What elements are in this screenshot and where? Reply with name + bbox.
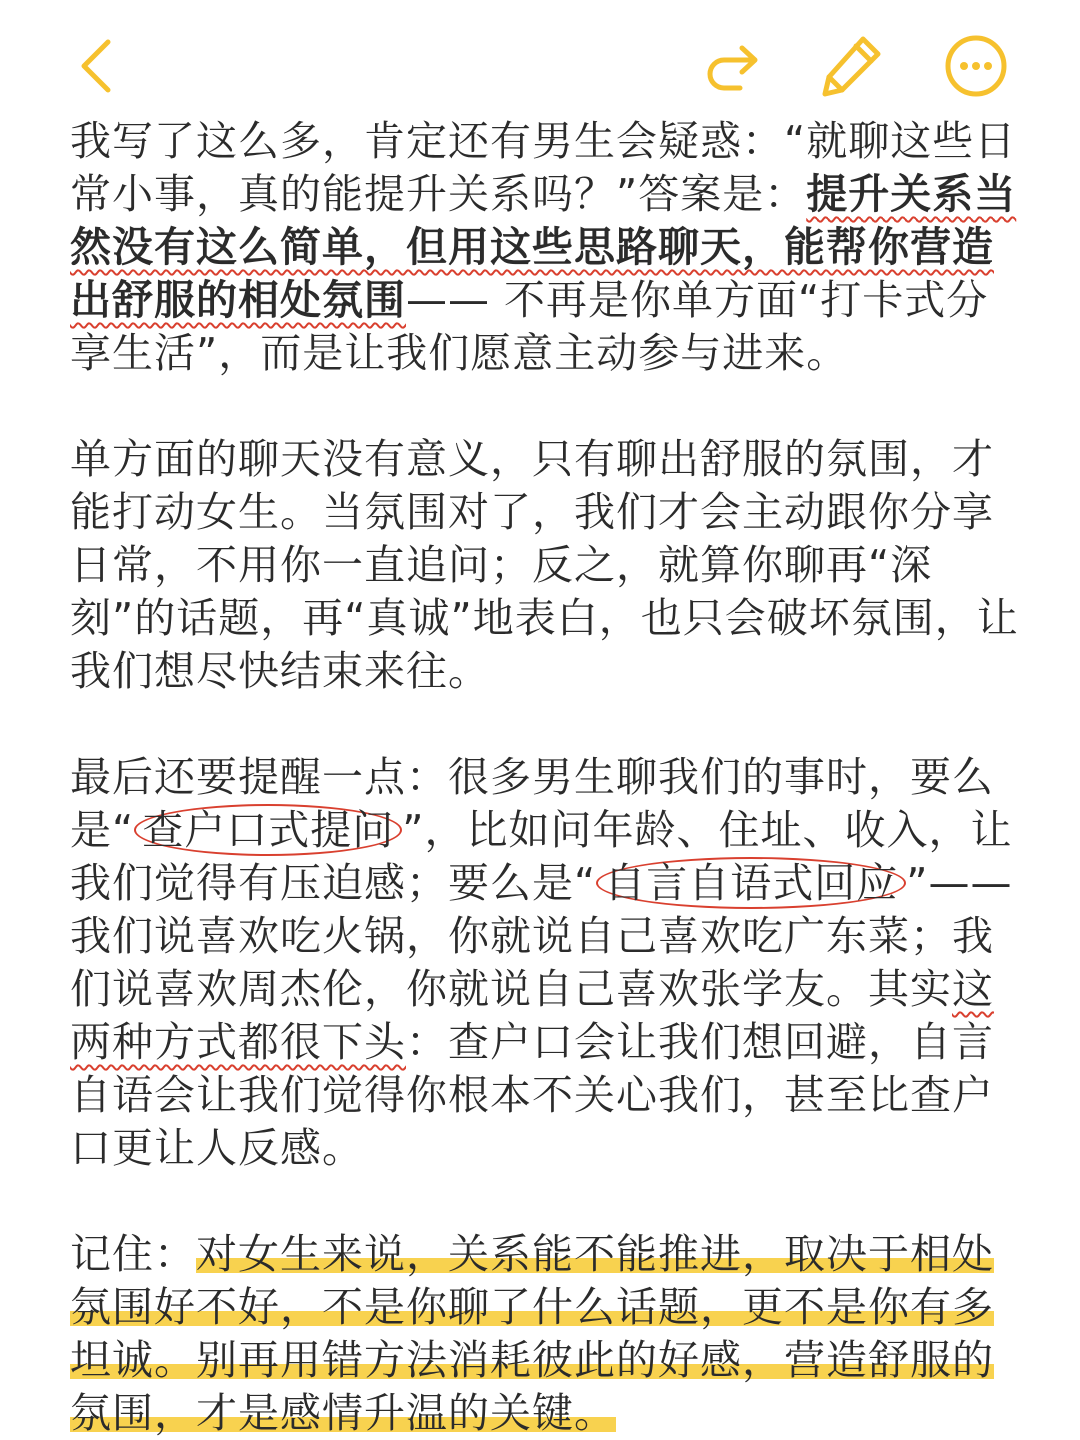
paragraph-4 [70, 1228, 1020, 1440]
circled-phrase-self-talk: 自言自语式回应 [596, 857, 906, 909]
back-button[interactable] [62, 30, 134, 102]
paragraph-3 [70, 751, 1020, 1175]
paragraph-1-text-end: —— 不再是你单方面“打卡式分享生活”，而是让我们愿意主动参与进来。 [70, 276, 989, 377]
bold-wavy-emphasis: 提升关系当然没有这么简单，但用这些思路聊天，能帮你营造出舒服的相处氛围 [70, 170, 1017, 324]
paragraph-gap [70, 380, 1020, 433]
paragraph-3-text-mid: ”，比如问年龄、住址、收入，让我们觉得有压迫感；要么是“ [70, 806, 1013, 907]
redo-arrow-icon [698, 30, 770, 102]
paragraph-1 [70, 115, 1020, 380]
edit-button[interactable] [816, 30, 888, 102]
chevron-left-icon [62, 30, 134, 102]
pencil-icon [816, 30, 888, 102]
paragraph-gap [70, 1175, 1020, 1228]
paragraph-3-text-mid2: ”—— 我们说喜欢吃火锅，你就说自己喜欢吃广东菜；我们说喜欢周杰伦，你就说自己喜欢张学友。其实 [70, 859, 1013, 1013]
paragraph-2 [70, 433, 1020, 698]
paragraph-1-text: 我写了这么多，肯定还有男生会疑惑：“就聊这些日常小事，真的能提升关系吗？”答案是： [70, 117, 1017, 218]
paragraph-2-text: 单方面的聊天没有意义，只有聊出舒服的氛围，才能打动女生。当氛围对了，我们才会主动跟你分享日常，不用你一直追问；反之，就算你聊再“深刻”的话题，再“真诚”地表白，也只会破坏氛围，让我们想尽快结束来往。 [70, 435, 1019, 695]
paragraph-gap [70, 698, 1020, 751]
note-toolbar [0, 0, 1080, 120]
more-dots-icon [940, 30, 1012, 102]
more-button[interactable] [940, 30, 1012, 102]
highlighted-conclusion: 对女生来说，关系能不能推进，取决于相处氛围好不好，不是你聊了什么话题，更不是你有多坦诚。别再用错方法消耗彼此的好感，营造舒服的氛围，才是感情升温的关键。 [70, 1230, 994, 1437]
paragraph-3-text: 最后还要提醒一点：很多男生聊我们的事时，要么是“ [70, 753, 994, 854]
paragraph-3-text-end: ：查户口会让我们想回避，自言自语会让我们觉得你根本不关心我们，甚至比查户口更让人反感。 [70, 1018, 994, 1172]
circled-phrase-interrogation: 查户口式提问 [134, 804, 402, 856]
wavy-underline-phrase: 这两种方式都很下头 [70, 965, 994, 1066]
redo-button[interactable] [698, 30, 770, 102]
note-body[interactable] [70, 115, 1020, 1440]
paragraph-4-lead: 记住： [70, 1230, 196, 1278]
